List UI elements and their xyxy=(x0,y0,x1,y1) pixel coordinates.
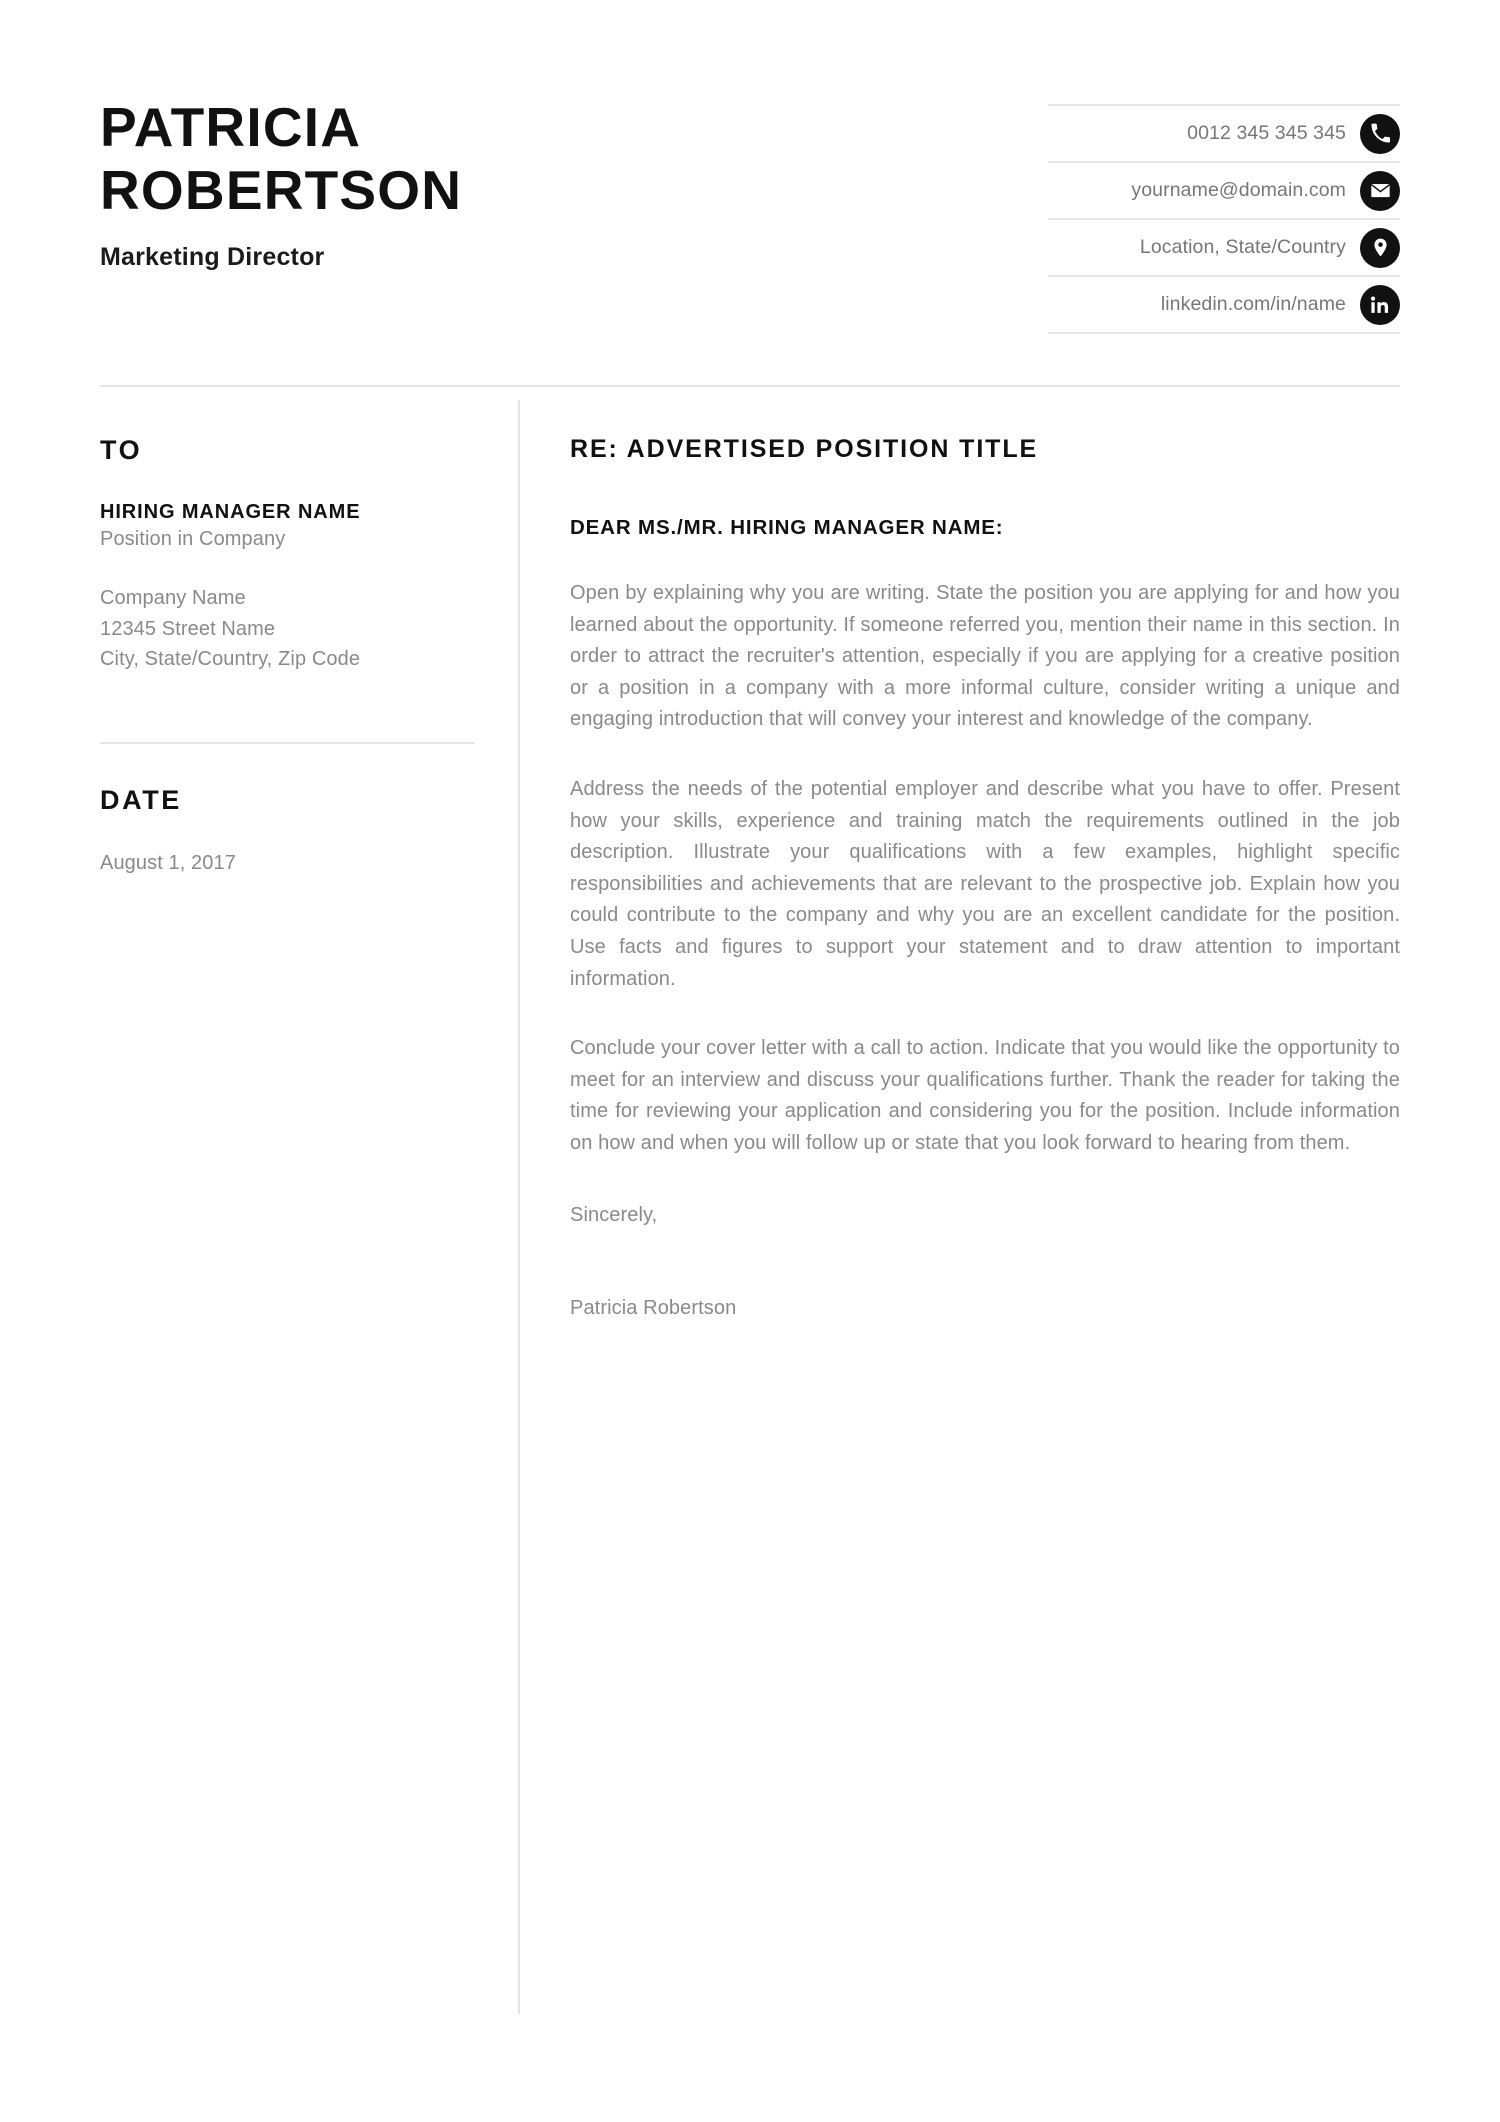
contact-location-value: Location, State/Country xyxy=(1139,236,1346,258)
contact-row-linkedin[interactable] xyxy=(1048,275,1400,334)
column-divider xyxy=(518,400,520,2014)
date-section xyxy=(100,785,480,875)
to-heading: TO xyxy=(100,435,143,465)
letter-paragraph: Conclude your cover letter with a call to action. Indicate that you would like the opportunity to meet for an interview and discuss your qualifications further. Thank the reader for taking the time for reviewing your application and considering you for the position. Include information on how and when you will follow up or state that you look forward to hearing from them. xyxy=(570,1037,1400,1154)
letter-signature: Patricia Robertson xyxy=(570,1296,737,1319)
recipient-section xyxy=(100,435,480,675)
contact-row-phone[interactable] xyxy=(1048,104,1400,161)
letter-subject: RE: ADVERTISED POSITION TITLE xyxy=(570,435,1039,463)
address-spacer xyxy=(100,555,480,583)
email-icon xyxy=(1360,171,1400,211)
date-heading: DATE xyxy=(100,785,182,815)
contact-list xyxy=(1048,104,1400,334)
date-value: August 1, 2017 xyxy=(100,852,236,874)
letter-closing: Sincerely, xyxy=(570,1203,658,1226)
city-state-zip: City, State/Country, Zip Code xyxy=(100,648,361,671)
location-icon xyxy=(1360,228,1400,268)
phone-icon xyxy=(1360,114,1400,154)
contact-linkedin-value: linkedin.com/in/name xyxy=(1160,293,1346,315)
letter-salutation: DEAR MS./MR. HIRING MANAGER NAME: xyxy=(570,516,1004,539)
name-block xyxy=(100,96,800,272)
street-address: 12345 Street Name xyxy=(100,617,276,640)
linkedin-icon xyxy=(1360,285,1400,325)
header-divider xyxy=(100,385,1400,387)
contact-email-value: yourname@domain.com xyxy=(1131,179,1346,201)
last-name: ROBERTSON xyxy=(100,158,463,221)
signature-space xyxy=(570,1227,1400,1297)
contact-phone-value: 0012 345 345 345 xyxy=(1187,122,1346,144)
letter-paragraph: Open by explaining why you are writing. State the position you are applying for and how you learned about the opportunity. If someone referred you, mention their name in this section. In order to attract the recruiter's attention, especially if you are applying for a creative position or a position in a company with a more informal culture, consider writing a unique and engaging introduction that will convey your interest and knowledge of the company. xyxy=(570,582,1400,731)
first-name: PATRICIA xyxy=(100,96,362,158)
letter-header xyxy=(100,96,1400,326)
sidebar-divider xyxy=(100,742,475,744)
job-title: Marketing Director xyxy=(100,243,325,272)
letter-paragraph: Address the needs of the potential employer and describe what you have to offer. Present how your skills, experience and training match the requirements outlined in the job description. Illustrate your qualifications with a few examples, highlight specific responsibilities and achievements that are relevant to the prospective job. Explain how you could contribute to the company and why you are an excellent candidate for the position. Use facts and figures to support your statement and to draw attention to important information. xyxy=(570,777,1400,990)
recipient-position: Position in Company xyxy=(100,528,286,550)
contact-row-email[interactable] xyxy=(1048,161,1400,218)
company-name: Company Name xyxy=(100,586,246,609)
contact-row-location[interactable] xyxy=(1048,218,1400,275)
letter-body xyxy=(570,435,1400,1320)
recipient-name: HIRING MANAGER NAME xyxy=(100,501,361,523)
